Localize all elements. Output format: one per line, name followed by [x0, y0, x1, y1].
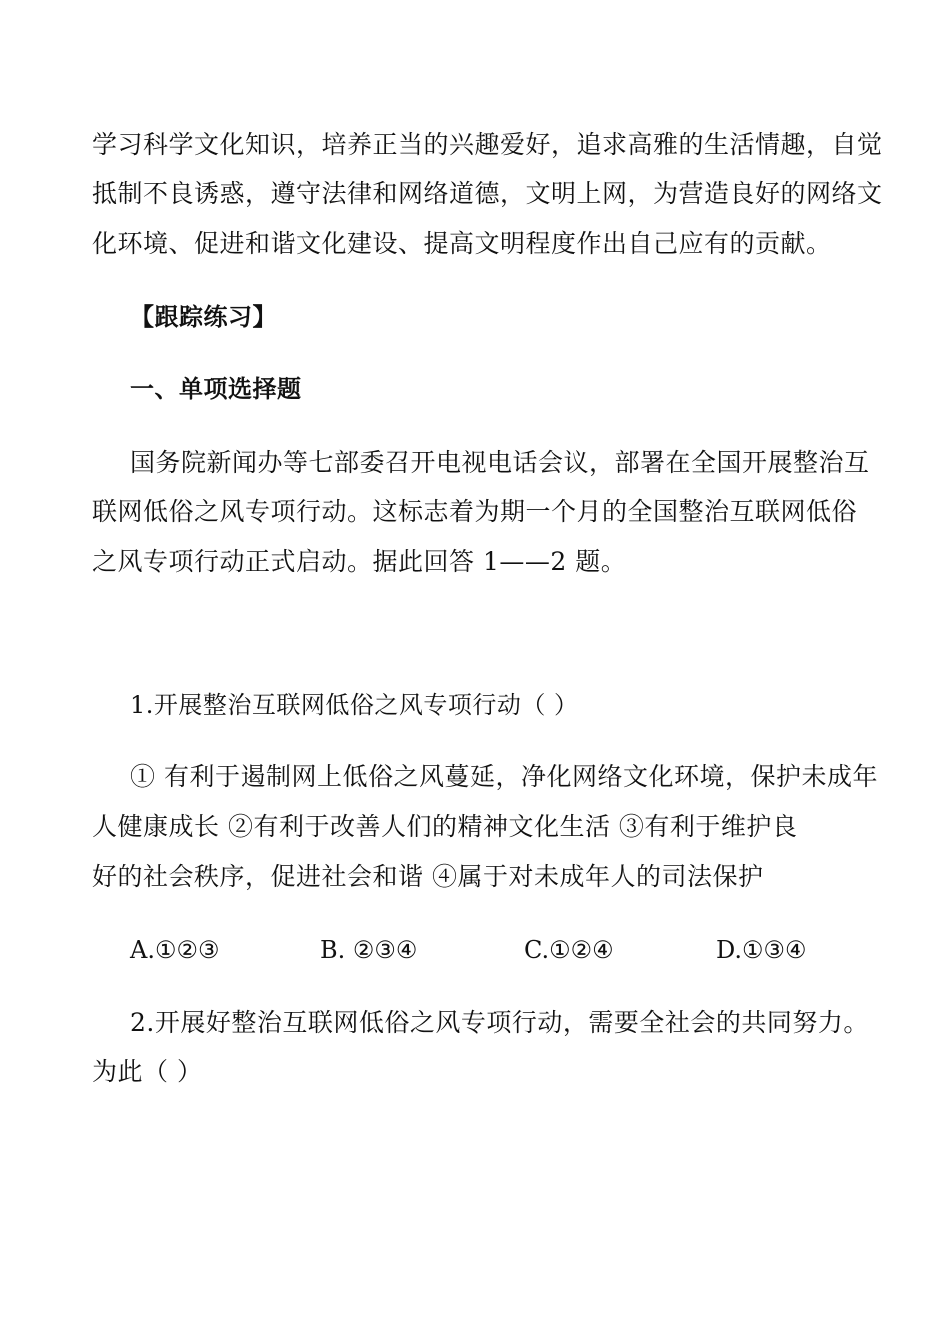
- question-1-statements-line-2: 人健康成长 ②有利于改善人们的精神文化生活 ③有利于维护良: [92, 812, 798, 841]
- question-stem-line-2: 联网低俗之风专项行动。这标志着为期一个月的全国整治互联网低俗: [92, 497, 858, 526]
- section-heading: 【跟踪练习】: [130, 303, 277, 331]
- question-1-statements-line-3: 好的社会秩序，促进社会和谐 ④属于对未成年人的司法保护: [92, 862, 764, 891]
- intro-paragraph-line-2: 抵制不良诱惑，遵守法律和网络道德，文明上网，为营造良好的网络文: [92, 179, 883, 208]
- question-1-statements-line-1: ① 有利于遏制网上低俗之风蔓延，净化网络文化环境，保护未成年: [130, 762, 878, 791]
- question-2-prompt-line-2: 为此（ ）: [92, 1057, 203, 1086]
- question-stem-line-3: 之风专项行动正式启动。据此回答 1——2 题。: [92, 547, 627, 576]
- question-1-prompt: 1.开展整治互联网低俗之风专项行动（ ）: [130, 691, 579, 719]
- question-1-option-d: D.①③④: [716, 936, 807, 964]
- question-stem-line-1: 国务院新闻办等七部委召开电视电话会议，部署在全国开展整治互: [130, 448, 870, 477]
- question-1-option-c: C.①②④: [524, 936, 614, 964]
- intro-paragraph-line-1: 学习科学文化知识，培养正当的兴趣爱好，追求高雅的生活情趣，自觉: [92, 130, 883, 159]
- question-2-prompt-line-1: 2.开展好整治互联网低俗之风专项行动，需要全社会的共同努力。: [130, 1008, 869, 1037]
- question-1-option-a: A.①②③: [130, 936, 220, 964]
- intro-paragraph-line-3: 化环境、促进和谐文化建设、提高文明程度作出自己应有的贡献。: [92, 229, 832, 258]
- question-1-option-b: B. ②③④: [320, 936, 418, 964]
- subsection-heading: 一、单项选择题: [130, 375, 302, 403]
